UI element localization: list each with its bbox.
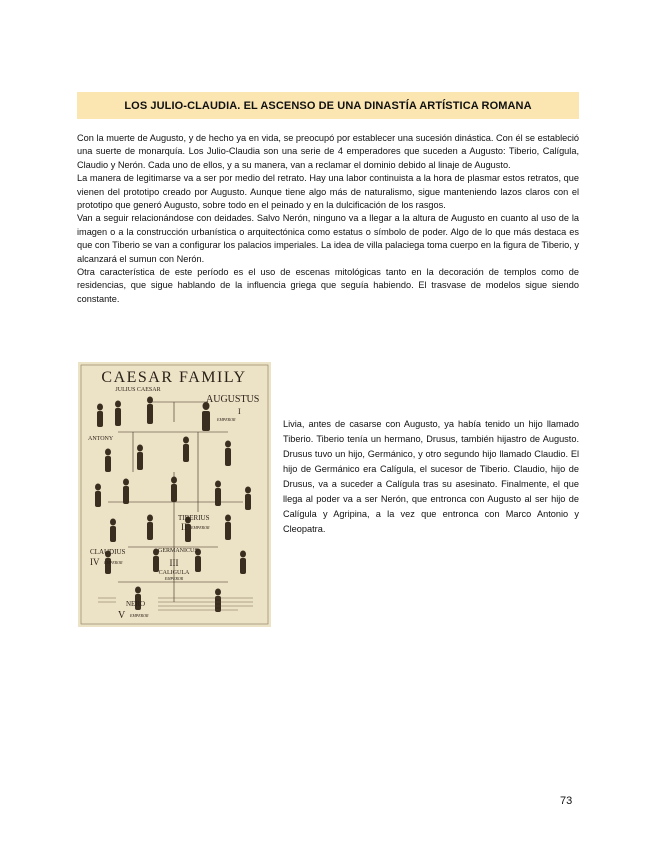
label-tiberius-num: II [181, 522, 187, 532]
label-julius: JULIUS CAESAR [115, 387, 161, 393]
label-germanicus: GERMANICUS [158, 548, 198, 554]
label-claudius: CLAUDIUS [90, 548, 126, 556]
label-tiberius: TIBERIUS [178, 514, 210, 522]
paragraph: La manera de legitimarse va a ser por medio del retrato. Hay una labor continuista a la hora de plasmar estos retratos, que vienen del prototipo creado por Augusto. Aunque tiene algo más de naturalismo, sigue manteniendo lazos claros con el prototipo que generó Augusto, sobre todo en el peinado y en la dulcificación de los rasgos. [77, 173, 579, 211]
paragraph: Con la muerte de Augusto, y de hecho ya en vida, se preocupó por establecer una sucesión dinástica. Con él se estableció una suerte de monarquía. Los Julio-Claudia son una serie de 4 emperadores que suceden a Augusto: Tiberio, Calígula, Claudio y Nerón. Cada uno de ellos, y a su manera, van a reclamar el dominio debido al linaje de Augusto. [77, 133, 579, 170]
label-caligula-emperor: EMPEROR [164, 576, 184, 581]
page-title: LOS JULIO-CLAUDIA. EL ASCENSO DE UNA DINASTÍA ARTÍSTICA ROMANA [124, 99, 532, 112]
label-augustus: AUGUSTUS [206, 394, 260, 405]
label-claudius-num: IV [90, 557, 100, 567]
label-tiberius-emperor: EMPEROR [191, 525, 210, 530]
label-antony: ANTONY [88, 436, 114, 442]
family-tree-drawing [78, 362, 271, 627]
label-caligula-num: III [169, 558, 179, 568]
label-augustus-emperor: EMPEROR [217, 417, 236, 422]
figure-heading: CAESAR FAMILY [101, 369, 247, 386]
caption-text: Livia, antes de casarse con Augusto, ya había tenido un hijo llamado Tiberio. Tiberio tenía un hermano, Drusus, también hijastro de Augusto. Drusus tuvo un hijo, Germánico, y otro segundo hijo llamado Claudio. El hijo de Germánico era Calígula, el sucesor de Tiberio. Claudio, hijo de Drusus, va a suceder a Calígula tras su asesinato. Finalmente, el que llega al poder va a ser Nerón, que entronca con Augusto al ser hijo de Calígula y Agripina, a la vez que entronca con Marco Antonio y Cleopatra. [283, 419, 579, 534]
title-banner [77, 92, 579, 119]
label-claudius-emperor: EMPEROR [104, 560, 123, 565]
paragraph: Van a seguir relacionándose con deidades. Salvo Nerón, ninguno va a llegar a la altura de Augusto en cuanto al uso de la imagen o a la construcción urbanística o arquitectónica como estatus o símbolo de poder. Algo de lo que más destaca es que con Tiberio se van a configurar los palacios imperiales. La idea de villa palaciega toma cuerpo en la figura de Tiberio, y alcanzará el sumun con Nerón. [77, 213, 579, 264]
label-nero-num: V [118, 610, 126, 621]
label-augustus-num: I [238, 407, 241, 416]
body-text [77, 132, 579, 306]
caesar-family-tree-image [78, 362, 271, 627]
paragraph: Otra característica de este período es el uso de escenas mitológicas tanto en la decoración de templos como de residencias, que sigue hablando de la influencia griega que seguía habiendo. El trasvase de modelos sigue siendo constante. [77, 267, 579, 304]
label-nero-emperor: EMPEROR [130, 613, 149, 618]
label-nero: NERO [126, 600, 146, 608]
label-caligula: CALIGULA [158, 570, 190, 576]
page-number: 73 [560, 795, 573, 807]
